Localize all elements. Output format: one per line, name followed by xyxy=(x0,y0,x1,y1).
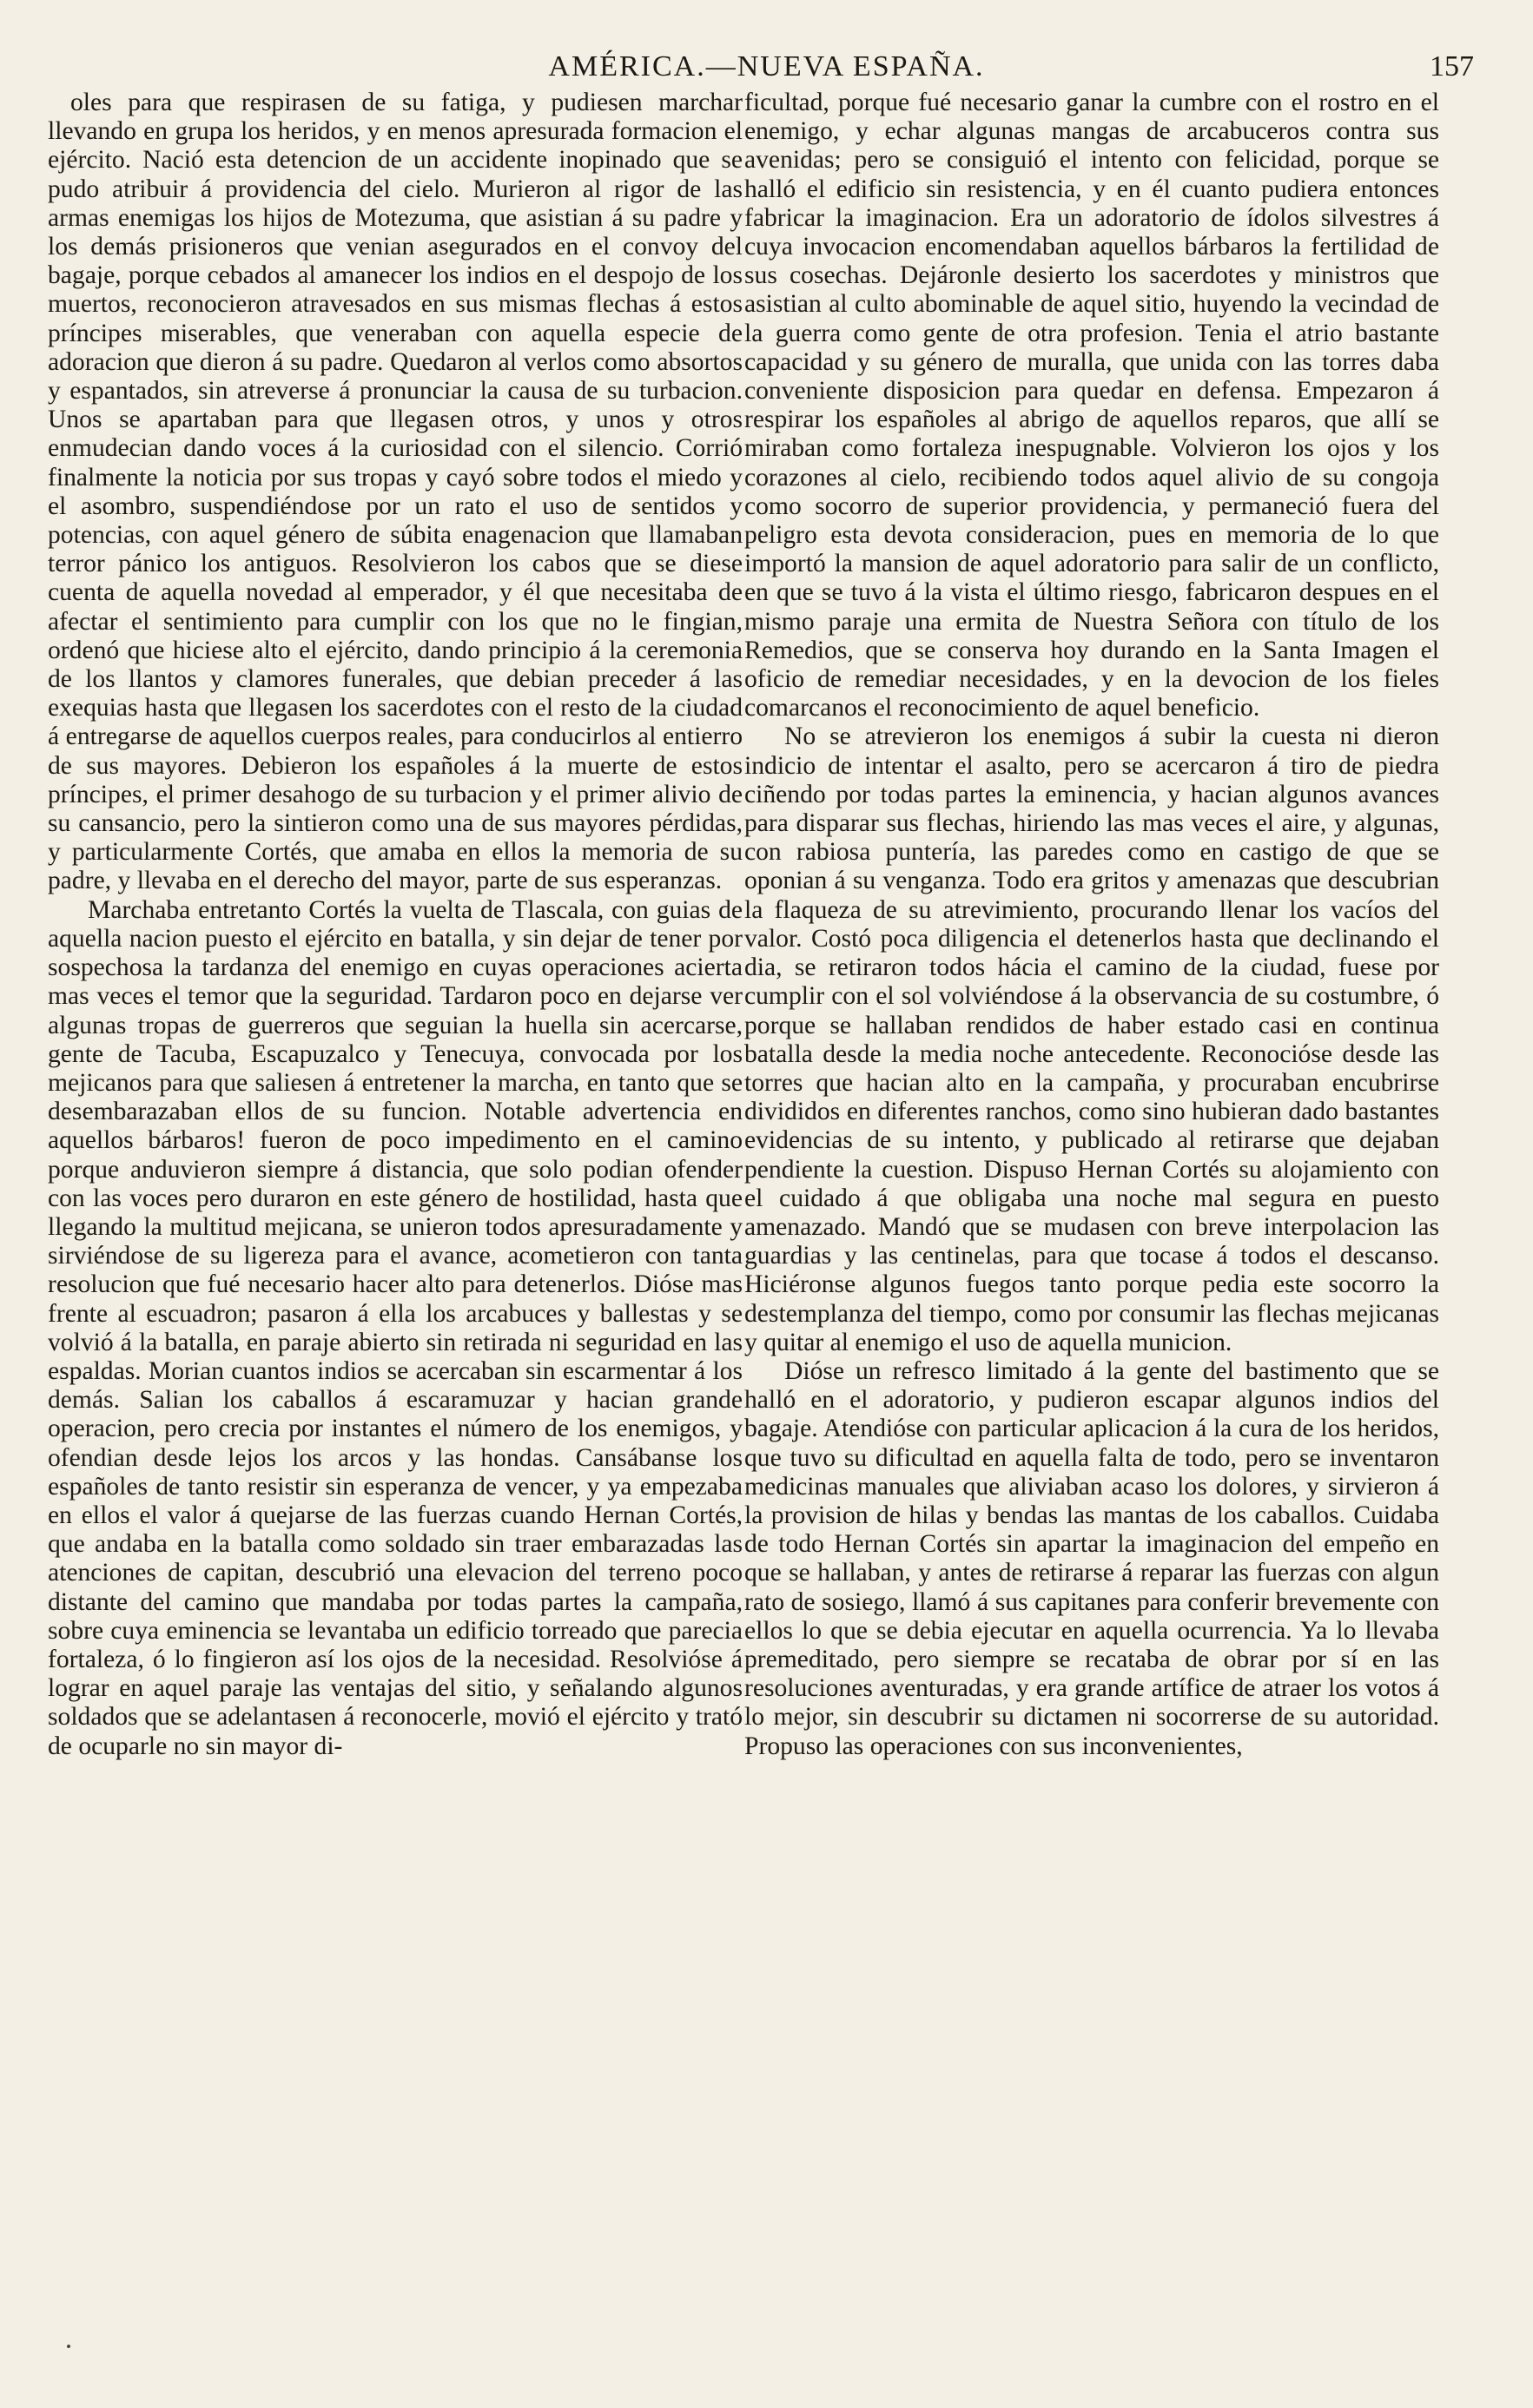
page-header xyxy=(52,50,1481,85)
print-speck xyxy=(67,2345,70,2348)
left-column xyxy=(48,89,743,1761)
paragraph: Marchaba entretanto Cortés la vuelta de Tlascala, con guias de aquella nacion puesto el ejército en batalla, y sin dejar de tener por sospechosa la tardanza del enemigo en cuyas operaciones acierta mas veces el temor que la seguridad. Tardaron poco en dejarse ver algunas tropas de guerreros que seguian la huella sin acercarse, gente de Tacuba, Escapuzalco y Tenecuya, convocada por los mejicanos para que saliesen á entretener la marcha, en tanto que se desembarazaban ellos de su funcion. Notable advertencia en aquellos bárbaros! fueron de poco impedimento en el camino porque anduvieron siempre á distancia, que solo podian ofender con las voces pero duraron en este género de hostilidad, hasta que llegando la multitud mejicana, se unieron todos apresuradamente y sirviéndose de su ligereza para el avance, acometieron con tanta resolucion que fué necesario hacer alto para detenerlos. Dióse mas frente al escuadron; pasaron á ella los arcabuces y ballestas y se volvió á la batalla, en paraje abierto sin retirada ni seguridad en las espaldas. Morian cuantos indios se acercaban sin escarmentar á los demás. Salian los caballos á escaramuzar y hacian grande operacion, pero crecia por instantes el número de los enemigos, y ofendian desde lejos los arcos y las hondas. Cansábanse los españoles de tanto resistir sin esperanza de vencer, y ya empezaba en ellos el valor á quejarse de las fuerzas cuando Hernan Cortés, que andaba en la batalla como soldado sin traer embarazadas las atenciones de capitan, descubrió una elevacion del terreno poco distante del camino que mandaba por todas partes la campaña, sobre cuya eminencia se levantaba un edificio torreado que parecia fortaleza, ó lo fingieron así los ojos de la necesidad. Resolvióse á lograr en aquel paraje las ventajas del sitio, y señalando algunos soldados que se adelantasen á reconocerle, movió el ejército y trató de ocuparle no sin mayor di- xyxy=(48,895,743,1760)
paragraph: Dióse un refresco limitado á la gente del bastimento que se halló en el adoratorio, y pudieron escapar algunos indios del bagaje. Atendióse con particular aplicacion á la cura de los heridos, que tuvo su dificultad en aquella falta de todo, pero se inventaron medicinas manuales que aliviaban acaso los dolores, y sirvieron á la provision de hilas y bendas las mantas de los caballos. Cuidaba de todo Hernan Cortés sin apartar la imaginacion del empeño en que se hallaban, y antes de retirarse á reparar las fuerzas con algun rato de sosiego, llamó á sus capitanes para conferir brevemente con ellos lo que se debia ejecutar en aquella ocurrencia. Ya lo llevaba premeditado, pero siempre se recataba de obrar por sí en las resoluciones aventuradas, y era grande artífice de atraer los votos á lo mejor, sin descubrir su dictamen ni socorrerse de su autoridad. Propuso las operaciones con sus inconvenientes, xyxy=(744,1356,1439,1760)
paragraph: oles para que respirasen de su fatiga, y pudiesen marchar llevando en grupa los heridos, y en menos apresurada formacion el ejército. Nació esta detencion de un accidente inopinado que se pudo atribuir á providencia del cielo. Murieron al rigor de las armas enemigas los hijos de Motezuma, que asistian á su padre y los demás prisioneros que venian asegurados en el convoy del bagaje, porque cebados al amanecer los indios en el despojo de los muertos, reconocieron atravesados en sus mismas flechas á estos príncipes miserables, que veneraban con aquella especie de adoracion que dieron á su padre. Quedaron al verlos como absortos y espantados, sin atreverse á pronunciar la causa de su turbacion. Unos se apartaban para que llegasen otros, y unos y otros enmudecian dando voces á la curiosidad con el silencio. Corrió finalmente la noticia por sus tropas y cayó sobre todos el miedo y el asombro, suspendiéndose por un rato el uso de sentidos y potencias, con aquel género de súbita enagenacion que llamaban terror pánico los antiguos. Resolvieron los cabos que se diese cuenta de aquella novedad al emperador, y él que necesitaba de afectar el sentimiento para cumplir con los que no le fingian, ordenó que hiciese alto el ejército, dando principio á la ceremonia de los llantos y clamores funerales, que debian preceder á las exequias hasta que llegasen los sacerdotes con el resto de la ciudad á entregarse de aquellos cuerpos reales, para conducirlos al entierro de sus mayores. Debieron los españoles á la muerte de estos príncipes, el primer desahogo de su turbacion y el primer alivio de su cansancio, pero la sintieron como una de sus mayores pérdidas, y particularmente Cortés, que amaba en ellos la memoria de su padre, y llevaba en el derecho del mayor, parte de sus esperanzas. xyxy=(48,89,743,895)
running-title: AMÉRICA.—NUEVA ESPAÑA. xyxy=(548,50,985,82)
paragraph: ficultad, porque fué necesario ganar la cumbre con el rostro en el enemigo, y echar algunas mangas de arcabuceros contra sus avenidas; pero se consiguió el intento con felicidad, porque se halló el edificio sin resistencia, y en él cuanto pudiera entonces fabricar la imaginacion. Era un adoratorio de ídolos silvestres á cuya invocacion encomendaban aquellos bárbaros la fertilidad de sus cosechas. Dejáronle desierto los sacerdotes y ministros que asistian al culto abominable de aquel sitio, huyendo la vecindad de la guerra como gente de otra profesion. Tenia el atrio bastante capacidad y su género de muralla, que unida con las torres daba conveniente disposicion para quedar en defensa. Empezaron á respirar los españoles al abrigo de aquellos reparos, que allí se miraban como fortaleza inespugnable. Volvieron los ojos y los corazones al cielo, recibiendo todos aquel alivio de su congoja como socorro de superior providencia, y permaneció fuera del peligro esta devota consideracion, pues en memoria de lo que importó la mansion de aquel adoratorio para salir de un conflicto, en que se tuvo á la vista el último riesgo, fabricaron despues en el mismo paraje una ermita de Nuestra Señora con título de los Remedios, que se conserva hoy durando en la Santa Imagen el oficio de remediar necesidades, y en la devocion de los fieles comarcanos el reconocimiento de aquel beneficio. xyxy=(744,89,1439,722)
right-column xyxy=(744,89,1439,1761)
paragraph: No se atrevieron los enemigos á subir la cuesta ni dieron indicio de intentar el asalto, pero se acercaron á tiro de piedra ciñendo por todas partes la eminencia, y hacian algunos avances para disparar sus flechas, hiriendo las mas veces el aire, y algunas, con rabiosa puntería, las paredes como en castigo de que se oponian á su venganza. Todo era gritos y amenazas que descubrian la flaqueza de su atrevimiento, procurando llenar los vacíos del valor. Costó poca diligencia el detenerlos hasta que declinando el dia, se retiraron todos hácia el camino de la ciudad, fuese por cumplir con el sol volviéndose á la observancia de su costumbre, ó porque se hallaban rendidos de haber estado casi en continua batalla desde la media noche antecedente. Reconocióse desde las torres que hacian alto en la campaña, y procuraban encubrirse divididos en diferentes ranchos, como sino hubieran dado bastantes evidencias de su intento, y publicado al retirarse que dejaban pendiente la cuestion. Dispuso Hernan Cortés su alojamiento con el cuidado á que obligaba una noche mal segura en puesto amenazado. Mandó que se mudasen con breve interpolacion las guardias y las centinelas, para que tocase á todos el descanso. Hiciéronse algunos fuegos tanto porque pedia este socorro la destemplanza del tiempo, como por consumir las flechas mejicanas y quitar al enemigo el uso de aquella municion. xyxy=(744,722,1439,1356)
page-number: 157 xyxy=(1430,50,1474,82)
